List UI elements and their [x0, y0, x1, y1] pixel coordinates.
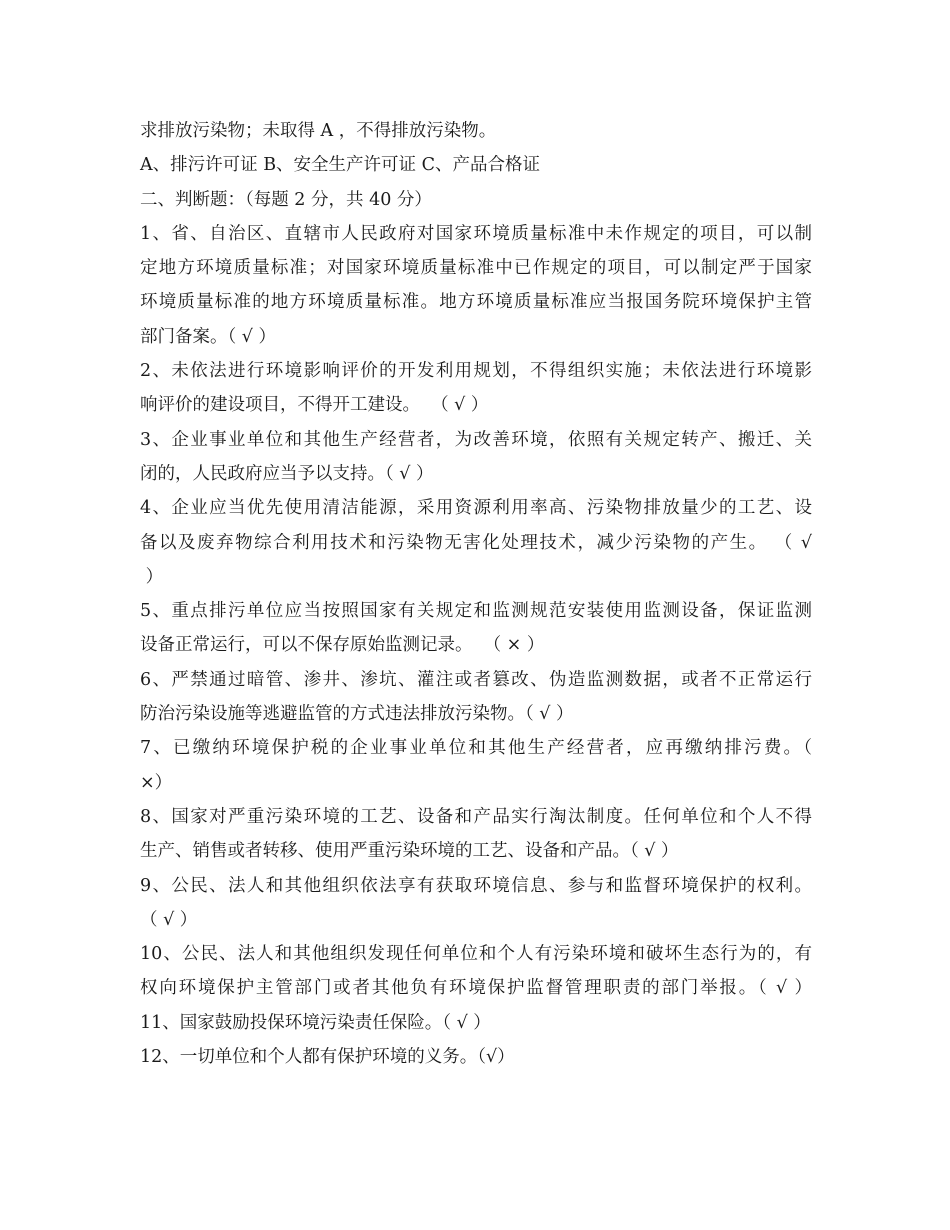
text-line: 生产、销售或者转移、使用严重污染环境的工艺、设备和产品。（ √ ） — [140, 841, 679, 862]
text-line: 权向环境保护主管部门或者其他负有环境保护监督管理职责的部门举报。（ √ ） — [140, 978, 812, 999]
document-body — [140, 114, 812, 1074]
text-line: 环境质量标准的地方环境质量标准。地方环境质量标准应当报国务院环境保护主管 — [140, 292, 812, 313]
text-line: A、排污许可证 B、安全生产许可证 C、产品合格证 — [140, 155, 541, 176]
text-line: 12、一切单位和个人都有保护环境的义务。（√） — [140, 1047, 515, 1068]
text-line: ） — [140, 566, 164, 587]
text-line: 部门备案。（ √ ） — [140, 326, 277, 347]
text-line: 3、企业事业单位和其他生产经营者，为改善环境，依照有关规定转产、搬迁、关 — [140, 429, 812, 450]
text-line: 9、公民、法人和其他组织依法享有获取环境信息、参与和监督环境保护的权利。 — [140, 875, 812, 896]
text-line: （ √ ） — [140, 909, 198, 930]
text-line: 4、企业应当优先使用清洁能源，采用资源利用率高、污染物排放量少的工艺、设 — [140, 498, 812, 519]
text-line: 7、已缴纳环境保护税的企业事业单位和其他生产经营者，应再缴纳排污费。（ — [140, 738, 812, 759]
text-line: 备以及废弃物综合利用技术和污染物无害化处理技术，减少污染物的产生。 （ √ — [140, 532, 812, 553]
text-line: 11、国家鼓励投保环境污染责任保险。（ √ ） — [140, 1012, 491, 1033]
text-line: 求排放污染物；未取得 A ，不得排放污染物。 — [140, 121, 497, 141]
text-line: 防治污染设施等逃避监管的方式违法排放污染物。（ √ ） — [140, 704, 574, 725]
text-line: 8、国家对严重污染环境的工艺、设备和产品实行淘汰制度。任何单位和个人不得 — [140, 806, 812, 827]
text-line: 6、严禁通过暗管、渗井、渗坑、灌注或者篡改、伪造监测数据，或者不正常运行 — [140, 669, 812, 690]
text-line: 定地方环境质量标准；对国家环境质量标准中已作规定的项目，可以制定严于国家 — [140, 258, 812, 279]
text-line: ×） — [140, 772, 173, 793]
text-line: 响评价的建设项目，不得开工建设。 （ √ ） — [140, 395, 489, 416]
text-line: 10、公民、法人和其他组织发现任何单位和个人有污染环境和破坏生态行为的，有 — [140, 944, 812, 965]
text-line: 闭的，人民政府应当予以支持。（ √ ） — [140, 463, 434, 484]
text-line: 设备正常运行，可以不保存原始监测记录。 （ × ） — [140, 635, 545, 656]
text-line: 1、省、自治区、直辖市人民政府对国家环境质量标准中未作规定的项目，可以制 — [140, 223, 812, 244]
text-line: 二、判断题：（每题 2 分，共 40 分） — [140, 189, 432, 210]
text-line: 5、重点排污单位应当按照国家有关规定和监测规范安装使用监测设备，保证监测 — [140, 601, 812, 622]
text-line: 2、未依法进行环境影响评价的开发利用规划，不得组织实施；未依法进行环境影 — [140, 361, 812, 382]
